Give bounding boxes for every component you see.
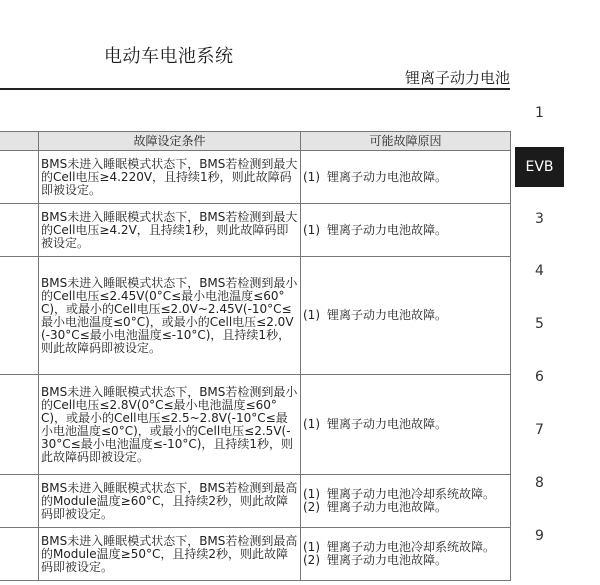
cause-text: 锂离子动力电池冷却系统故障。 [327,487,496,501]
cause-number: (1) [303,487,320,501]
cause-number: (1) [303,169,320,184]
fault-condition: BMS未进入睡眠模式状态下，BMS若检测到最小的Cell电压≤2.8V(0°C≤最小电池温度≤60°C)，或最小的Cell电压≤2.5~2.8V(-10°C≤最小电池温度≤0°C)，或最小的Cell电压≤2.5V(-30°C≤最小电池温度≤-10°C)，且持续1秒，则此故障码即被设定。 [39,375,301,475]
fault-code-table [0,131,511,581]
cause-text: 锂离子动力电池故障。 [327,500,448,514]
chapter-tab-8[interactable]: 8 [535,475,544,491]
fault-condition: BMS未进入睡眠模式状态下，BMS若检测到最高的Module温度≥50°C，且持续2秒，则此故障码即被设定。 [39,528,301,581]
chapter-tab-4[interactable]: 4 [535,263,544,279]
chapter-tabs [515,0,600,585]
table-row [0,151,511,204]
cause-text: 锂离子动力电池故障。 [327,417,448,431]
cause-text: 锂离子动力电池故障。 [327,222,448,237]
page-title: 电动车电池系统 [104,46,234,67]
fault-condition: BMS未进入睡眠模式状态下，BMS若检测到最大的Cell电压≥4.220V，且持续1秒，则此故障码即被设定。 [39,151,301,204]
header-cell-stub [0,132,39,151]
section-subtitle: 锂离子动力电池 [404,69,510,87]
header-divider [0,88,510,90]
row-stub [0,204,39,257]
fault-condition: BMS未进入睡眠模式状态下，BMS若检测到最高的Module温度≥60°C，且持续2秒，则此故障码即被设定。 [39,475,301,528]
row-stub [0,375,39,475]
row-stub [0,257,39,375]
cause-text: 锂离子动力电池故障。 [327,553,448,567]
row-stub [0,475,39,528]
chapter-tab-evb[interactable]: EVB [515,147,564,187]
fault-causes [301,151,511,204]
cause-item [303,501,508,514]
cause-number: (1) [303,540,320,554]
fault-condition: BMS未进入睡眠模式状态下，BMS若检测到最小的Cell电压≤2.45V(0°C≤最小电池温度≤60°C)，或最小的Cell电压≤2.0V~2.45V(-10°C≤最小电池温度≤0°C)，或最小的Cell电压≤2.0V(-30°C≤最小电池温度≤-10°C)，且持续1秒，则此故障码即被设定。 [39,257,301,375]
cause-item [303,224,508,237]
chapter-tab-1[interactable]: 1 [535,105,544,121]
cause-number: (1) [303,417,320,431]
fault-causes [301,204,511,257]
row-stub [0,151,39,204]
cause-item [303,171,508,184]
header-cause: 可能故障原因 [301,132,511,151]
chapter-tab-5[interactable]: 5 [535,316,544,332]
fault-causes [301,375,511,475]
cause-number: (1) [303,222,320,237]
cause-text: 锂离子动力电池冷却系统故障。 [327,540,496,554]
table-row [0,375,511,475]
table-header-row [0,132,511,151]
cause-number: (2) [303,500,320,514]
cause-item [303,309,508,322]
chapter-tab-6[interactable]: 6 [535,369,544,385]
table-row [0,257,511,375]
cause-item [303,554,508,567]
table-row [0,475,511,528]
table-row [0,528,511,581]
fault-condition: BMS未进入睡眠模式状态下，BMS若检测到最大的Cell电压≥4.2V，且持续1秒，则此故障码即被设定。 [39,204,301,257]
cause-item [303,418,508,431]
cause-text: 锂离子动力电池故障。 [327,169,448,184]
chapter-tab-3[interactable]: 3 [535,211,544,227]
chapter-tab-9[interactable]: 9 [535,528,544,544]
header-condition: 故障设定条件 [39,132,301,151]
cause-number: (2) [303,553,320,567]
cause-number: (1) [303,308,320,322]
fault-causes [301,528,511,581]
cause-text: 锂离子动力电池故障。 [327,308,448,322]
chapter-tab-7[interactable]: 7 [535,422,544,438]
fault-causes [301,475,511,528]
row-stub [0,528,39,581]
fault-causes [301,257,511,375]
table-row [0,204,511,257]
